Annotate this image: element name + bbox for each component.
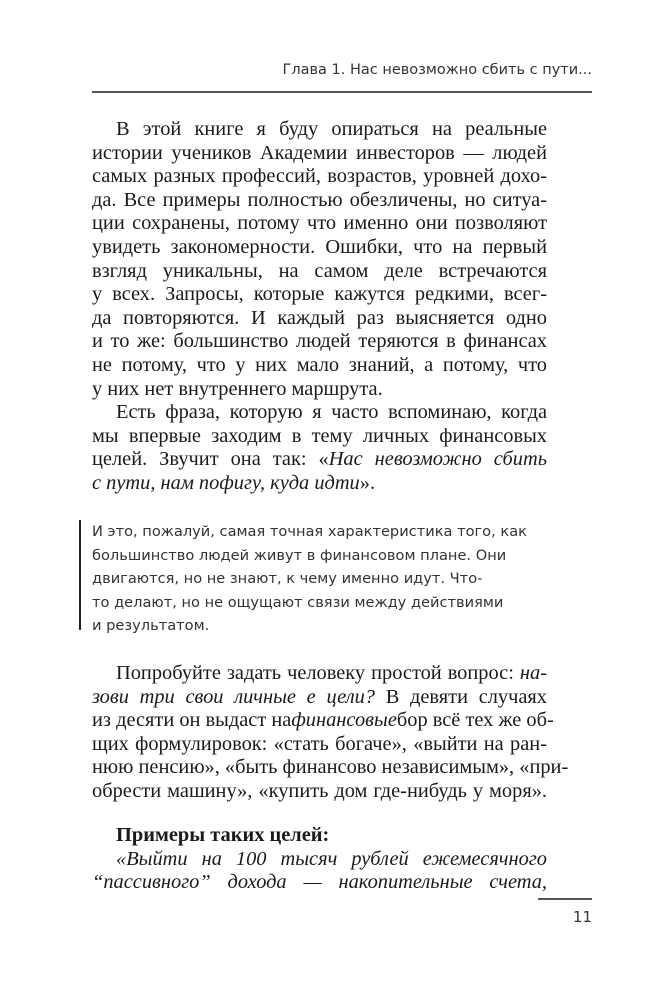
running-header: Глава 1. Нас невозможно сбить с пути... bbox=[282, 62, 592, 78]
text-line: ции сохранены, потому что именно они позволяют bbox=[92, 212, 547, 235]
page-number: 11 bbox=[572, 908, 592, 926]
text-line: истории учеников Академии инвесторов — людей bbox=[92, 141, 547, 164]
text-line: В этой книге я буду опираться на реальные bbox=[116, 118, 547, 140]
paragraph-3 bbox=[92, 662, 569, 804]
text-line: самых разных профессий, возрастов, уровней дохо- bbox=[92, 165, 547, 188]
italic-example: “пассивного” дохода — накопительные счета, bbox=[92, 871, 547, 894]
text-line bbox=[92, 871, 547, 895]
quote-line: и результатом. bbox=[92, 617, 210, 635]
text-line: щих формулировок: «стать богаче», «выйти на ран- bbox=[92, 732, 547, 755]
text-line: и то же: большинство людей теряются в финансах bbox=[92, 330, 547, 353]
text-line: взгляд уникальны, на самом деле встречаются bbox=[92, 259, 547, 282]
header-divider bbox=[92, 91, 592, 93]
quote-line: И это, пожалуй, самая точная характеристика того, как bbox=[92, 523, 527, 540]
quote-line: то делают, но не ощущают связи между действиями bbox=[92, 593, 504, 611]
quote-line: большинство людей живут в финансовом плане. Они bbox=[92, 546, 507, 564]
pull-quote bbox=[92, 520, 547, 638]
text-fragment: бор всё тех же об- bbox=[396, 709, 554, 732]
italic-fragment: финансовые bbox=[291, 709, 397, 732]
text-fragment: Попробуйте задать человеку простой вопрос: bbox=[116, 662, 520, 684]
text-line bbox=[92, 709, 554, 733]
text-line: нюю пенсию», «быть финансово независимым», «при- bbox=[92, 756, 569, 779]
examples-section bbox=[92, 824, 547, 895]
text-line: Есть фраза, которую я часто вспоминаю, когда bbox=[116, 401, 547, 424]
examples-heading: Примеры таких целей: bbox=[116, 824, 330, 846]
italic-quote: Нас невозможно сбить bbox=[328, 448, 547, 471]
italic-question: зови три свои личные е цели? bbox=[92, 685, 375, 708]
text-line: обрести машину», «купить дом где-нибудь у моря». bbox=[92, 779, 547, 802]
text-line bbox=[92, 472, 547, 496]
text-fragment: целей. Звучит она так: « bbox=[92, 448, 329, 471]
text-line bbox=[92, 662, 547, 686]
quote-bar bbox=[79, 520, 81, 630]
text-line: у всех. Запросы, которые кажутся редкими, всег- bbox=[92, 283, 547, 306]
italic-quote: с пути, нам пофигу, куда идти bbox=[92, 471, 360, 494]
italic-question: на- bbox=[519, 662, 547, 684]
paragraph-1 bbox=[92, 118, 547, 496]
text-fragment: ». bbox=[359, 471, 376, 494]
text-fragment: В девяти случаях bbox=[374, 685, 547, 708]
italic-example: «Выйти на 100 тысяч рублей ежемесячного bbox=[116, 847, 547, 870]
text-line bbox=[92, 686, 547, 710]
text-line bbox=[92, 848, 547, 872]
text-line: не потому, что у них мало знаний, а потому, что bbox=[92, 353, 547, 376]
text-line: да. Все примеры полностью обезличены, но ситуа- bbox=[92, 188, 547, 211]
text-line: у них нет внутреннего маршрута. bbox=[92, 377, 383, 400]
text-line: увидеть закономерности. Ошибки, что на первый bbox=[92, 235, 547, 258]
text-line: да повторяются. И каждый раз выясняется одно bbox=[92, 306, 547, 329]
text-line bbox=[92, 448, 547, 472]
text-line: мы впервые заходим в тему личных финансовых bbox=[92, 424, 547, 447]
text-fragment: из десяти он выдаст на bbox=[92, 709, 292, 732]
footer-divider bbox=[538, 898, 592, 900]
quote-line: двигаются, но не знают, к чему именно идут. Что- bbox=[92, 570, 483, 588]
